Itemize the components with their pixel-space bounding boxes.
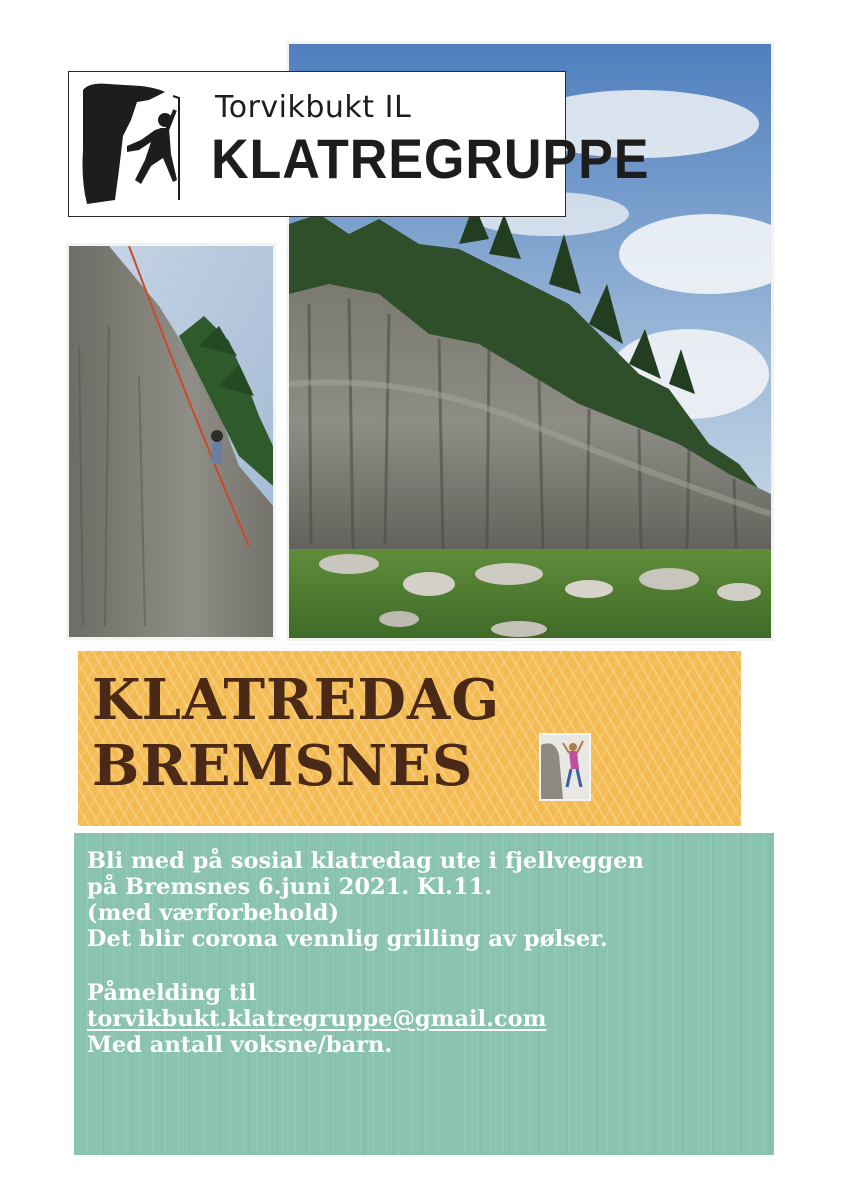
info-panel bbox=[74, 833, 774, 1155]
climber-silhouette-icon bbox=[79, 80, 189, 208]
climber-clipart-icon bbox=[541, 735, 589, 799]
climber-clipart bbox=[539, 733, 591, 801]
signup-label: Påmelding til bbox=[87, 980, 257, 1006]
title-line-1: KLATREDAG bbox=[92, 667, 501, 733]
climber-photo bbox=[66, 243, 276, 640]
info-line-1: Bli med på sosial klatredag ute i fjellveggen bbox=[87, 848, 644, 874]
title-banner bbox=[78, 651, 741, 826]
info-line-2: på Bremsnes 6.juni 2021. Kl.11. bbox=[87, 874, 493, 900]
club-logo bbox=[68, 71, 650, 217]
info-line-4: Det blir corona vennlig grilling av pølser. bbox=[87, 926, 608, 952]
info-line-3: (med værforbehold) bbox=[87, 900, 340, 926]
club-name: Torvikbukt IL bbox=[215, 90, 412, 125]
title-line-2: BREMSNES bbox=[92, 733, 474, 799]
climber-on-rock-photo-image bbox=[69, 246, 273, 637]
group-name: KLATREGRUPPE bbox=[211, 127, 650, 190]
signup-email-link[interactable]: torvikbukt.klatregruppe@gmail.com bbox=[87, 1006, 547, 1032]
count-note: Med antall voksne/barn. bbox=[87, 1032, 393, 1058]
